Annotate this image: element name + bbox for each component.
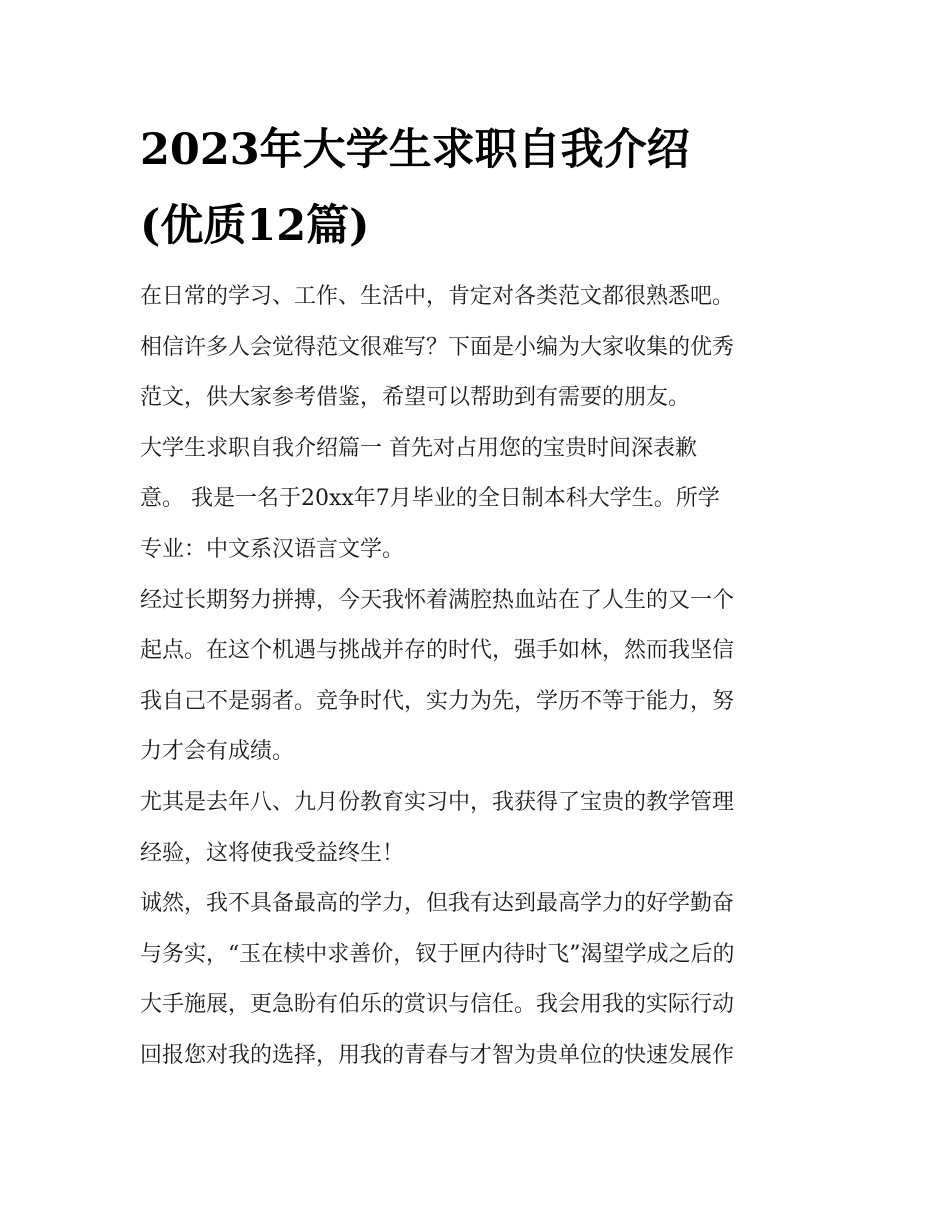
body-line: 大学生求职自我介绍篇一 首先对占用您的宝贵时间深表歉 — [140, 435, 697, 461]
body-line: 在日常的学习、工作、生活中，肯定对各类范文都很熟悉吧。 — [140, 284, 735, 309]
body-line: 相信许多人会觉得范文很难写？下面是小编为大家收集的优秀 — [140, 334, 735, 360]
body-line: 经验，这将使我受益终生！ — [140, 840, 405, 866]
body-line: 回报您对我的选择，用我的青春与才智为贵单位的快速发展作 — [140, 1042, 735, 1068]
document-body — [140, 272, 820, 1082]
body-line: 经过长期努力拼搏，今天我怀着满腔热血站在了人生的又一个 — [140, 587, 735, 613]
body-line: 起点。在这个机遇与挑战并存的时代，强手如林，然而我坚信 — [140, 638, 735, 664]
body-line: 我自己不是弱者。竞争时代，实力为先，学历不等于能力，努 — [140, 688, 735, 714]
body-line: 范文，供大家参考借鉴，希望可以帮助到有需要的朋友。 — [140, 385, 691, 411]
body-line: 意。 我是一名于20xx年7月毕业的全日制本科大学生。所学 — [140, 486, 720, 512]
body-line: 诚然，我不具备最高的学力，但我有达到最高学力的好学勤奋 — [140, 891, 735, 917]
body-line: 大手施展，更急盼有伯乐的赏识与信任。我会用我的实际行动 — [140, 992, 735, 1018]
body-line: 力才会有成绩。 — [140, 739, 295, 765]
body-line: 专业：中文系汉语言文学。 — [140, 536, 405, 562]
body-line: 与务实，“玉在椟中求善价，钗于匣内待时飞”渴望学成之后的 — [140, 941, 735, 967]
body-line: 尤其是去年八、九月份教育实习中，我获得了宝贵的教学管理 — [140, 789, 735, 815]
title-line-1: 2023年大学生求职自我介绍 — [140, 125, 690, 175]
title-line-2: (优质12篇) — [140, 201, 370, 251]
document-title — [140, 112, 830, 264]
